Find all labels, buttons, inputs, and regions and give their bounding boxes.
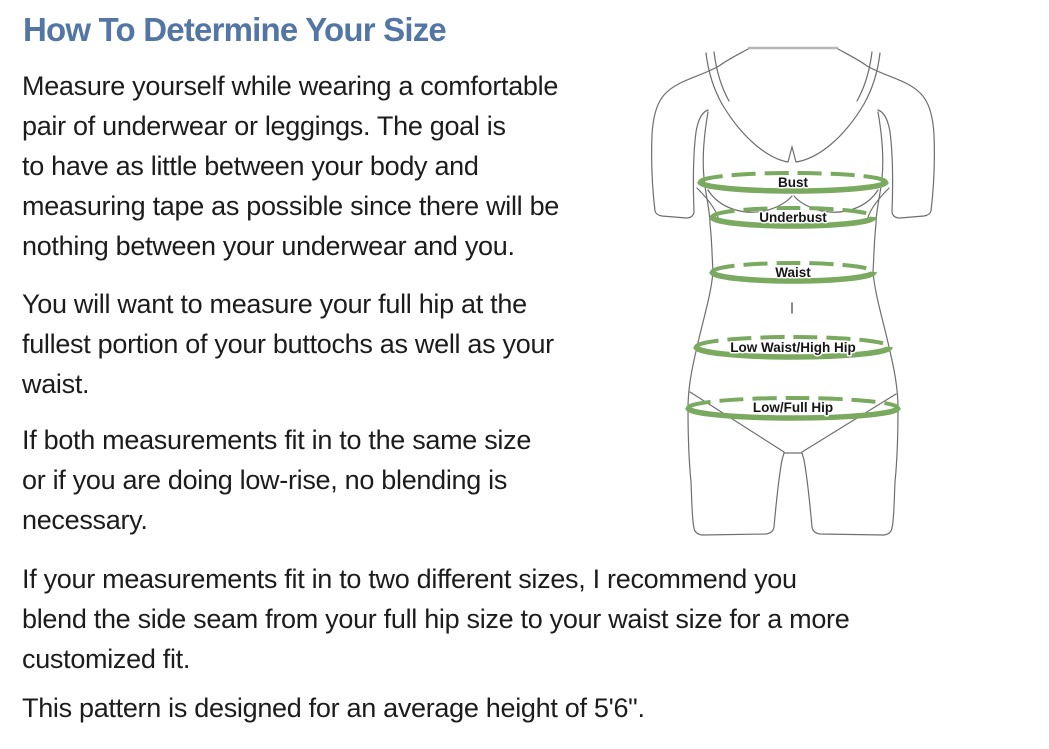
text-line: If both measurements fit in to the same size <box>22 425 532 455</box>
waist-label: Waist <box>775 265 811 280</box>
text-line: If your measurements fit in to two different sizes, I recommend you <box>22 564 797 594</box>
paragraph-same-size <box>22 420 531 540</box>
left-shoulder-arm <box>652 49 748 218</box>
paragraph-height-note <box>22 688 645 728</box>
paragraph-full-hip <box>22 284 554 404</box>
bust-label: Bust <box>778 175 808 190</box>
text-line: measuring tape as possible since there will be <box>22 191 559 221</box>
text-line: This pattern is designed for an average height of 5'6". <box>22 693 645 723</box>
low-full-hip-label: Low/Full Hip <box>752 400 834 415</box>
text-line: You will want to measure your full hip at the <box>22 289 527 319</box>
text-line: pair of underwear or leggings. The goal is <box>22 111 506 141</box>
body-measurement-svg <box>620 0 1040 560</box>
text-line: or if you are doing low-rise, no blending is <box>22 465 508 495</box>
text-line: nothing between your underwear and you. <box>22 231 515 261</box>
text-line: necessary. <box>22 505 148 535</box>
body-measurement-figure <box>620 0 1040 560</box>
text-line: waist. <box>22 369 90 399</box>
page-title: How To Determine Your Size <box>23 11 446 48</box>
underbust-label: Underbust <box>759 210 827 225</box>
right-shoulder-arm <box>838 49 934 218</box>
body-outline <box>652 48 935 535</box>
text-line: to have as little between your body and <box>22 151 479 181</box>
text-line: Measure yourself while wearing a comfortable <box>22 71 559 101</box>
text-line: fullest portion of your buttochs as well as your <box>22 329 554 359</box>
bra-neckline <box>722 104 864 162</box>
paragraph-measure-yourself <box>22 66 559 266</box>
paragraph-two-sizes <box>22 559 849 679</box>
text-line: customized fit. <box>22 644 191 674</box>
low-waist-high-hip-label: Low Waist/High Hip <box>730 340 856 355</box>
text-line: blend the side seam from your full hip size to your waist size for a more <box>22 604 850 634</box>
